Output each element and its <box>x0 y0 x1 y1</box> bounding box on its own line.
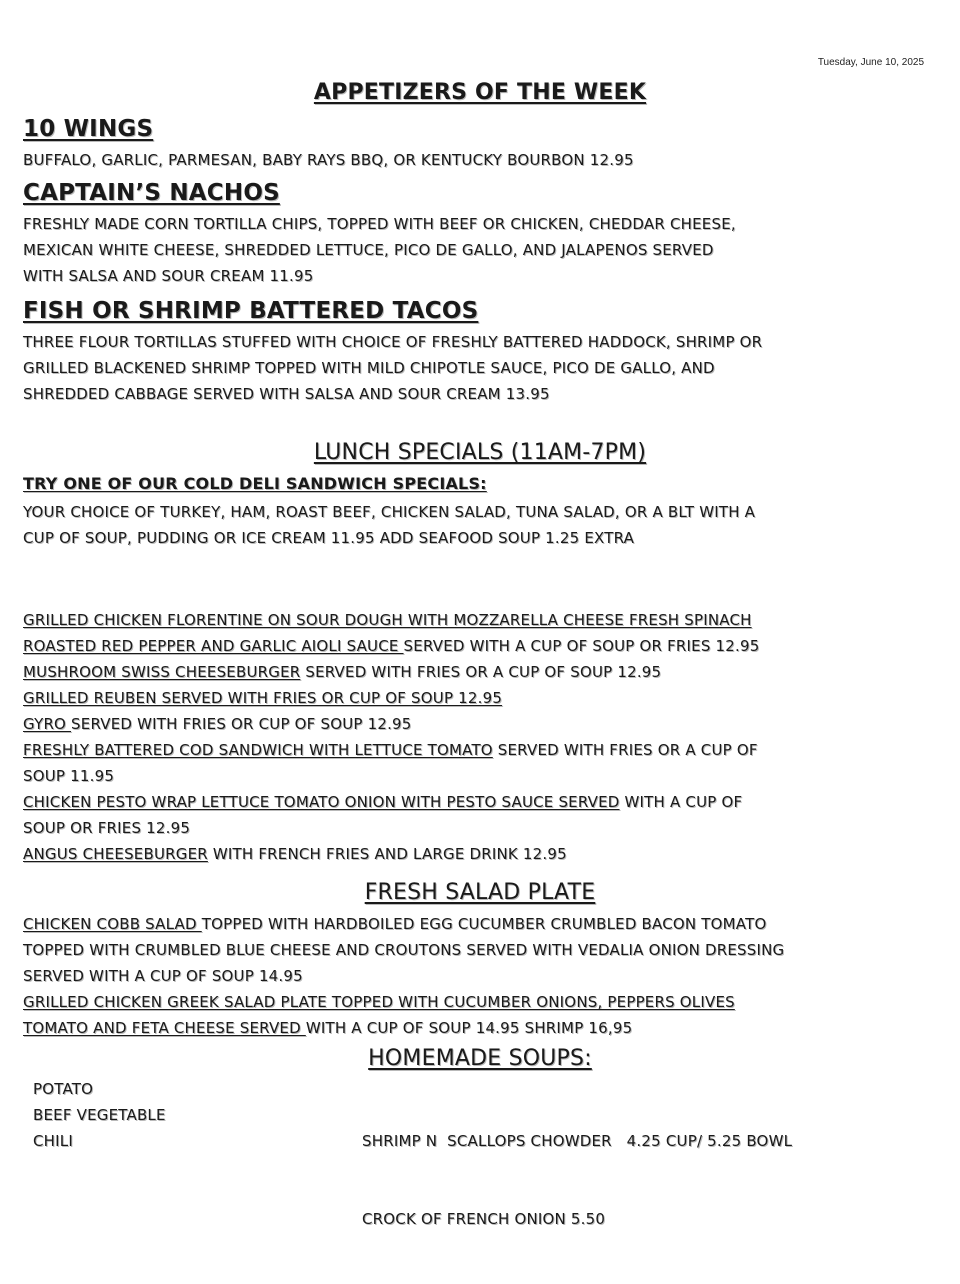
pesto-item <box>23 789 923 815</box>
item-detail: SERVED WITH A CUP OF SOUP 14.95 <box>23 967 303 985</box>
florentine-item <box>23 607 923 633</box>
soup-item: CHILI <box>33 1132 73 1150</box>
nachos-line: MEXICAN WHITE CHEESE, SHREDDED LETTUCE, PICO DE GALLO, AND JALAPENOS SERVED <box>23 241 714 259</box>
nachos-description <box>23 211 923 289</box>
deli-line: CUP OF SOUP, PUDDING OR ICE CREAM 11.95 ADD SEAFOOD SOUP 1.25 EXTRA <box>23 529 635 547</box>
item-name: GRILLED REUBEN SERVED WITH FRIES OR CUP OF SOUP 12.95 <box>23 689 503 707</box>
item-detail: WITH A CUP OF SOUP 14.95 SHRIMP 16,95 <box>305 1019 633 1037</box>
item-name: GRILLED CHICKEN FLORENTINE ON SOUR DOUGH WITH MOZZARELLA CHEESE FRESH SPINACH <box>23 611 752 629</box>
cobb-item <box>23 911 923 937</box>
nachos-line: FRESHLY MADE CORN TORTILLA CHIPS, TOPPED WITH BEEF OR CHICKEN, CHEDDAR CHEESE, <box>23 215 736 233</box>
item-detail: SERVED WITH FRIES OR A CUP OF SOUP 12.95 <box>300 663 662 681</box>
deli-heading: TRY ONE OF OUR COLD DELI SANDWICH SPECIALS: <box>23 474 487 493</box>
wings-description <box>23 147 923 173</box>
menu-date: Tuesday, June 10, 2025 <box>817 57 924 68</box>
item-name: GYRO <box>23 715 72 733</box>
gyro-item <box>23 711 923 737</box>
lunch-items <box>23 607 923 867</box>
item-detail: SOUP OR FRIES 12.95 <box>23 819 191 837</box>
tacos-line: SHREDDED CABBAGE SERVED WITH SALSA AND SOUR CREAM 13.95 <box>23 385 550 403</box>
salad-items <box>23 911 923 1041</box>
greek-item <box>23 989 923 1015</box>
tacos-description <box>23 329 923 407</box>
item-name: MUSHROOM SWISS CHEESEBURGER <box>23 663 301 681</box>
tacos-heading: FISH OR SHRIMP BATTERED TACOS <box>23 298 479 324</box>
salad-title: FRESH SALAD PLATE <box>364 880 596 905</box>
tacos-line: THREE FLOUR TORTILLAS STUFFED WITH CHOICE OF FRESHLY BATTERED HADDOCK, SHRIMP OR <box>23 333 763 351</box>
nachos-heading: CAPTAIN’S NACHOS <box>23 180 280 206</box>
item-detail: SERVED WITH FRIES OR A CUP OF <box>492 741 758 759</box>
item-detail: SOUP 11.95 <box>23 767 115 785</box>
cobb-item <box>23 963 923 989</box>
item-detail: TOPPED WITH CRUMBLED BLUE CHEESE AND CROUTONS SERVED WITH VEDALIA ONION DRESSING <box>23 941 785 959</box>
item-detail: TOPPED WITH HARDBOILED EGG CUCUMBER CRUMBLED BACON TOMATO <box>201 915 767 933</box>
item-name: FRESHLY BATTERED COD SANDWICH WITH LETTUCE TOMATO <box>23 741 493 759</box>
wings-line: BUFFALO, GARLIC, PARMESAN, BABY RAYS BBQ, OR KENTUCKY BOURBON 12.95 <box>23 151 634 169</box>
reuben-item <box>23 685 923 711</box>
nachos-line: WITH SALSA AND SOUR CREAM 11.95 <box>23 267 314 285</box>
soup-item: BEEF VEGETABLE <box>33 1106 166 1124</box>
soups-title: HOMEMADE SOUPS: <box>368 1046 592 1071</box>
item-name: GRILLED CHICKEN GREEK SALAD PLATE TOPPED WITH CUCUMBER ONIONS, PEPPERS OLIVES <box>23 993 735 1011</box>
item-name: ANGUS CHEESEBURGER <box>23 845 208 863</box>
cod-item <box>23 763 923 789</box>
greek-item <box>23 1015 923 1041</box>
soups-right-column <box>362 1076 792 1284</box>
item-detail: SERVED WITH A CUP OF SOUP OR FRIES 12.95 <box>403 637 760 655</box>
cobb-item <box>23 937 923 963</box>
item-detail: WITH FRENCH FRIES AND LARGE DRINK 12.95 <box>207 845 567 863</box>
soup-item: SHRIMP N SCALLOPS CHOWDER 4.25 CUP/ 5.25 BOWL <box>362 1132 793 1150</box>
item-name: CHICKEN COBB SALAD <box>23 915 202 933</box>
mushroom-item <box>23 659 923 685</box>
item-name: ROASTED RED PEPPER AND GARLIC AIOLI SAUCE <box>23 637 404 655</box>
item-detail: SERVED WITH FRIES OR CUP OF SOUP 12.95 <box>71 715 412 733</box>
tacos-line: GRILLED BLACKENED SHRIMP TOPPED WITH MILD CHIPOTLE SAUCE, PICO DE GALLO, AND <box>23 359 715 377</box>
soup-item: CROCK OF FRENCH ONION 5.50 <box>362 1210 606 1228</box>
deli-description <box>23 499 923 551</box>
appetizers-title: APPETIZERS OF THE WEEK <box>313 80 647 105</box>
wings-heading: 10 WINGS <box>23 116 154 142</box>
item-name: CHICKEN PESTO WRAP LETTUCE TOMATO ONION WITH PESTO SAUCE SERVED <box>23 793 620 811</box>
soups-left-column <box>33 1076 166 1154</box>
lunch-title: LUNCH SPECIALS (11AM-7PM) <box>313 440 647 465</box>
angus-item <box>23 841 923 867</box>
soup-item: POTATO <box>33 1080 94 1098</box>
item-detail: WITH A CUP OF <box>619 793 743 811</box>
cod-item <box>23 737 923 763</box>
deli-line: YOUR CHOICE OF TURKEY, HAM, ROAST BEEF, CHICKEN SALAD, TUNA SALAD, OR A BLT WITH A <box>23 503 756 521</box>
item-name: TOMATO AND FETA CHEESE SERVED <box>23 1019 306 1037</box>
pesto-item <box>23 815 923 841</box>
florentine-item <box>23 633 923 659</box>
